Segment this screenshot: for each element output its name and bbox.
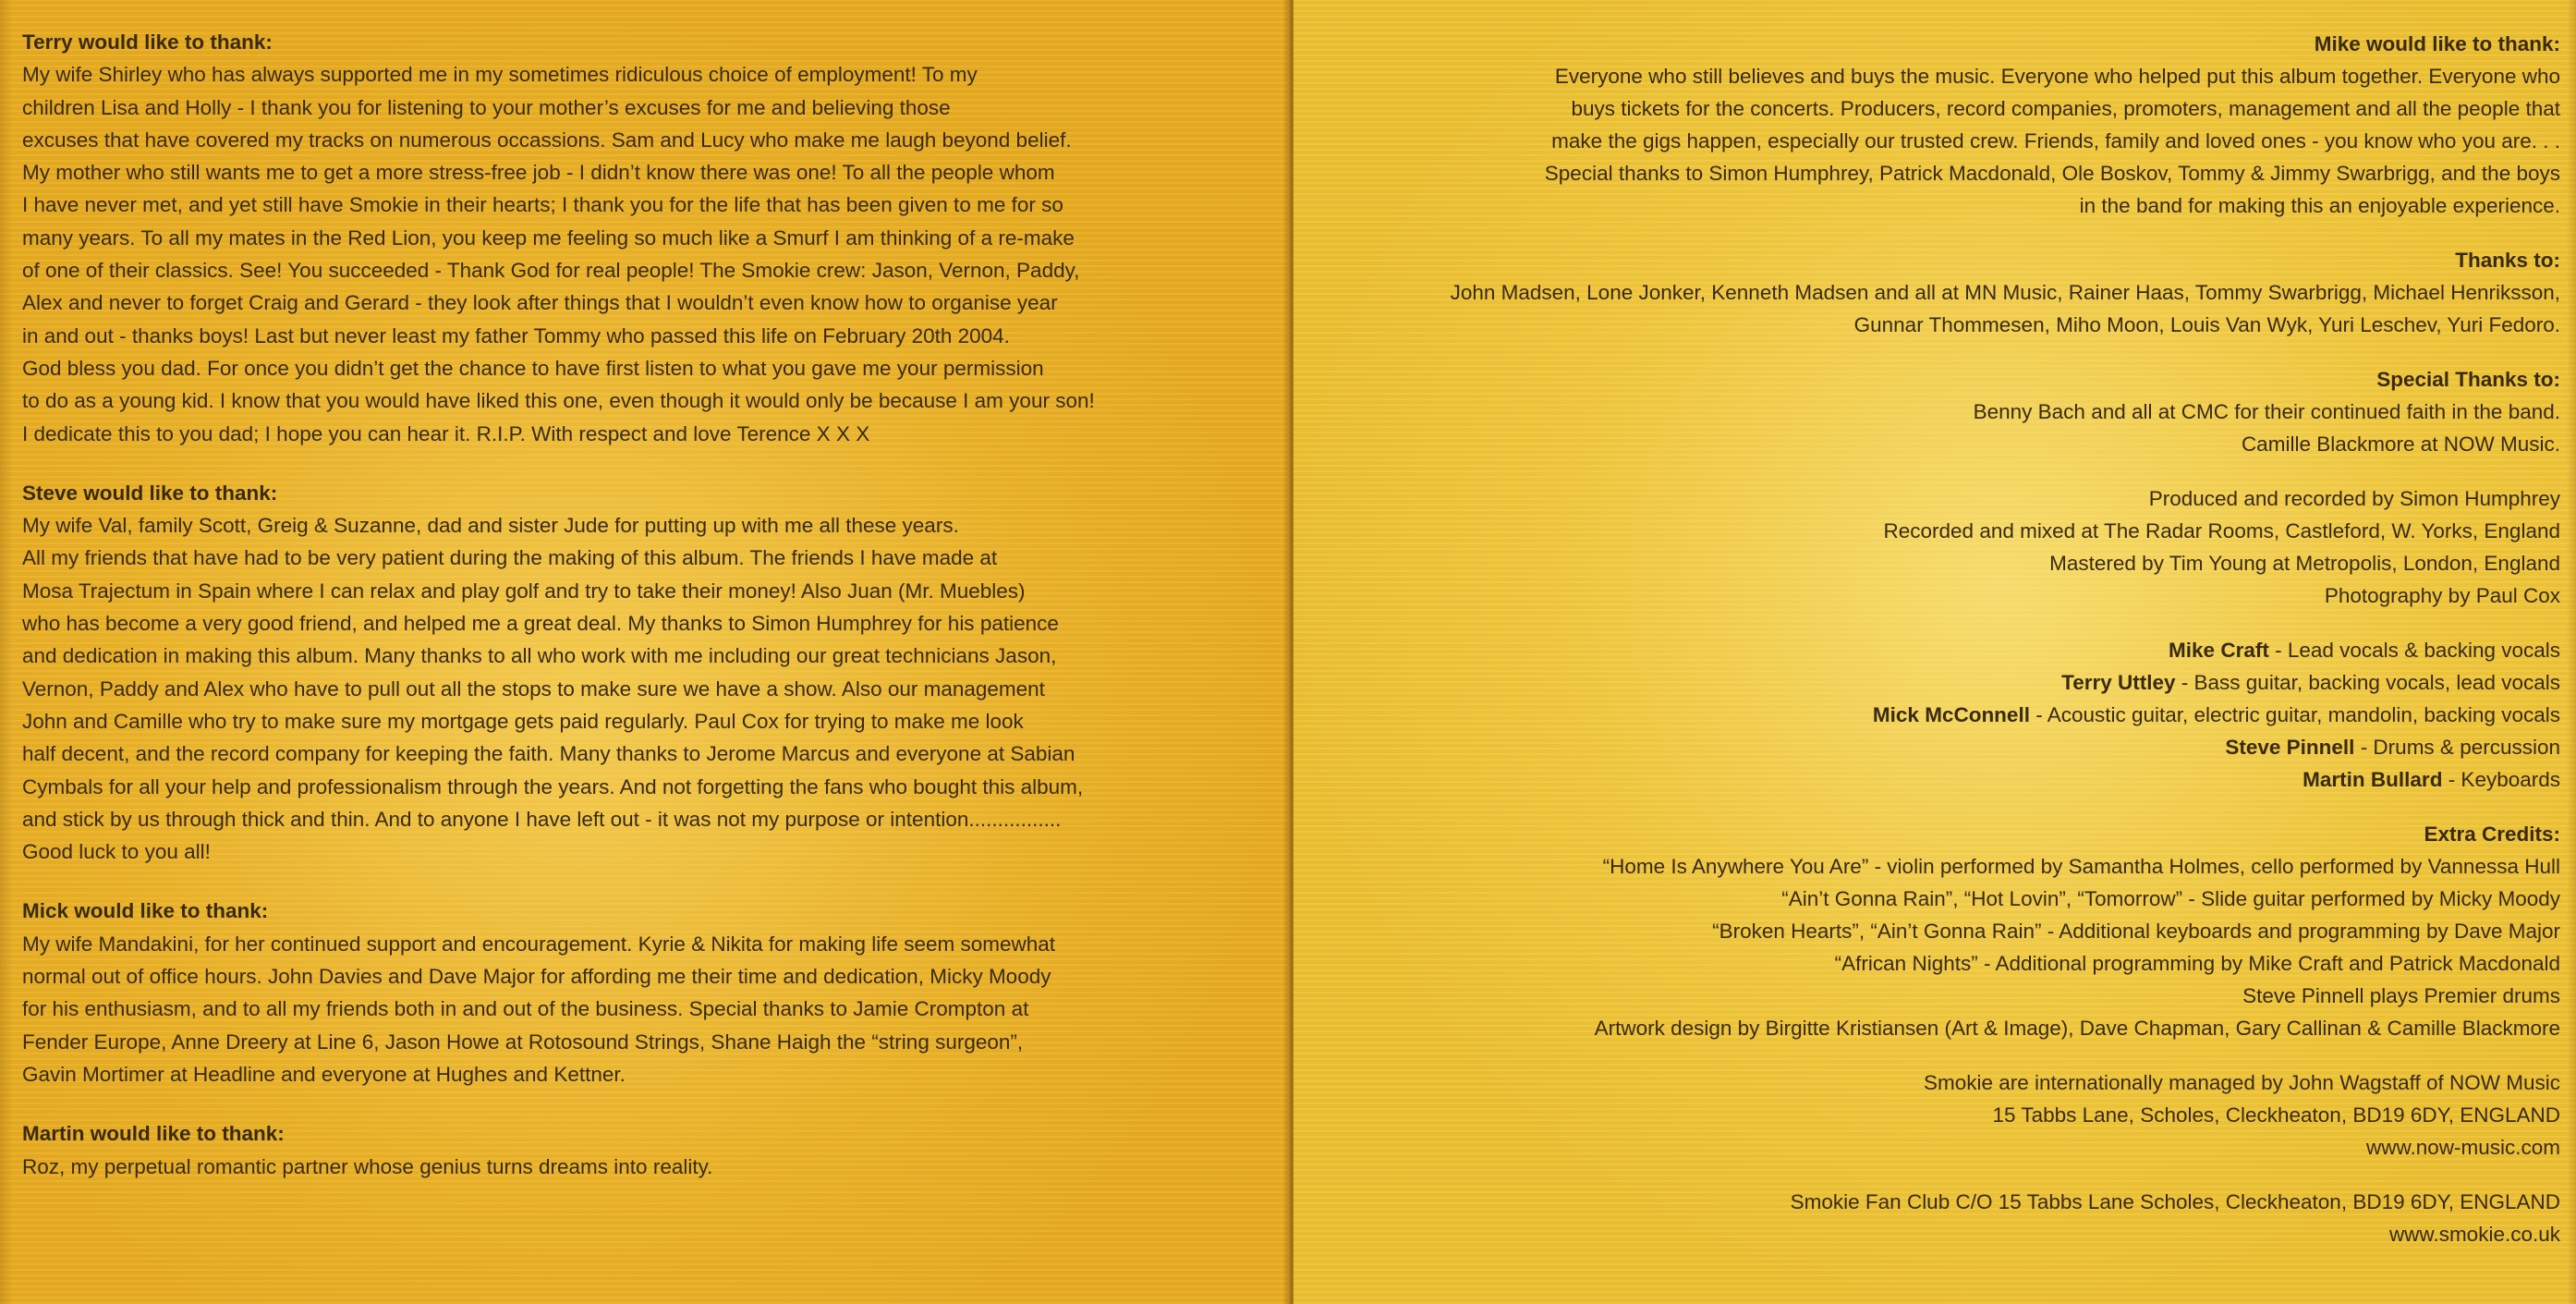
mike-thanks-line: make the gigs happen, especially our trusted crew. Friends, family and loved ones - you know who you are. . . <box>1551 129 2560 152</box>
thanks-to-line: Gunnar Thommesen, Miho Moon, Louis Van Wyk, Yuri Leschev, Yuri Fedoro. <box>1853 313 2560 336</box>
mick-thanks-line: for his enthusiasm, and to all my friends both in and out of the business. Special thanks to Jamie Crompton at <box>22 997 1029 1021</box>
steve-thanks-line: My wife Val, family Scott, Greig & Suzanne, dad and sister Jude for putting up with me all these years. <box>22 514 959 538</box>
terry-thanks-heading: Terry would like to thank: <box>22 30 273 54</box>
terry-thanks-line: many years. To all my mates in the Red Lion, you keep me feeling so much like a Smurf I am thinking of a re-make <box>22 225 1075 250</box>
extra-credit-line: Artwork design by Birgitte Kristiansen (Art & Image), Dave Chapman, Gary Callinan & Camille Blackmore <box>1594 1017 2560 1040</box>
mick-thanks-line: My wife Mandakini, for her continued support and encouragement. Kyrie & Nikita for making life seem somewhat <box>22 932 1056 956</box>
martin-thanks-line: Roz, my perpetual romantic partner whose genius turns dreams into reality. <box>22 1154 713 1178</box>
mike-thanks-line: Everyone who still believes and buys the music. Everyone who helped put this album together. Everyone who <box>1554 65 2560 88</box>
fan-club-website: www.smokie.co.uk <box>2388 1223 2560 1246</box>
band-member-line <box>1312 666 2560 699</box>
terry-thanks-line: to do as a young kid. I know that you would have liked this one, even though it would only be because I am your son! <box>22 389 1095 413</box>
steve-thanks-line: John and Camille who try to make sure my mortgage gets paid regularly. Paul Cox for trying to make me look <box>22 709 1024 733</box>
right-page-edge-shadow <box>2567 0 2576 1304</box>
band-member-name: Mike Craft <box>2169 639 2269 662</box>
terry-thanks-line: in and out - thanks boys! Last but never least my father Tommy who passed this life on February 20th 2004. <box>22 323 1010 347</box>
extra-credits-heading: Extra Credits: <box>2424 823 2560 846</box>
band-member-name: Steve Pinnell <box>2225 736 2355 759</box>
terry-thanks-line: children Lisa and Holly - I thank you for listening to your mother’s excuses for me and believing those <box>22 95 951 119</box>
band-member-name: Mick McConnell <box>1872 703 2030 726</box>
production-credit-line: Produced and recorded by Simon Humphrey <box>2148 487 2560 510</box>
steve-thanks-line: half decent, and the record company for keeping the faith. Many thanks to Jerome Marcus and everyone at Sabian <box>22 742 1075 766</box>
terry-thanks-line: of one of their classics. See! You succeeded - Thank God for real people! The Smokie crew: Jason, Vernon, Paddy, <box>22 259 1080 283</box>
extra-credit-line: Steve Pinnell plays Premier drums <box>2242 984 2560 1007</box>
production-credit-line: Recorded and mixed at The Radar Rooms, Castleford, W. Yorks, England <box>1883 519 2560 542</box>
martin-thanks-section <box>22 1117 1270 1183</box>
steve-thanks-line: Mosa Trajectum in Spain where I can relax and play golf and try to take their money! Also Juan (Mr. Muebles) <box>22 579 1026 603</box>
management-line: Smokie are internationally managed by John Wagstaff of NOW Music <box>1923 1071 2560 1094</box>
band-member-role: - Keyboards <box>2442 768 2560 791</box>
management-section <box>1312 1066 2560 1164</box>
special-thanks-section <box>1312 363 2560 460</box>
martin-thanks-heading: Martin would like to thank: <box>22 1122 285 1146</box>
steve-thanks-line: All my friends that have had to be very patient during the making of this album. The friends I have made at <box>22 546 998 570</box>
production-credit-line: Mastered by Tim Young at Metropolis, London, England <box>2049 552 2560 575</box>
terry-thanks-line: Alex and never to forget Craig and Gerard - they look after things that I wouldn’t even know how to organise year <box>22 291 1058 315</box>
management-address: 15 Tabbs Lane, Scholes, Cleckheaton, BD19 6DY, ENGLAND <box>1992 1103 2560 1127</box>
steve-thanks-line: and dedication in making this album. Many thanks to all who work with me including our great technicians Jason, <box>22 644 1057 668</box>
production-credits-section <box>1312 482 2560 612</box>
band-member-line <box>1312 699 2560 731</box>
mick-thanks-heading: Mick would like to thank: <box>22 899 269 923</box>
fan-club-address: Smokie Fan Club C/O 15 Tabbs Lane Scholes, Cleckheaton, BD19 6DY, ENGLAND <box>1790 1190 2560 1213</box>
band-member-line <box>1312 634 2560 666</box>
mike-thanks-line: Special thanks to Simon Humphrey, Patrick Macdonald, Ole Boskov, Tommy & Jimmy Swarbrigg, and the boys <box>1544 162 2560 185</box>
fan-club-section <box>1312 1186 2560 1250</box>
special-thanks-heading: Special Thanks to: <box>2376 368 2560 391</box>
extra-credit-line: “Home Is Anywhere You Are” - violin performed by Samantha Holmes, cello performed by Vannessa Hull <box>1602 855 2560 878</box>
steve-thanks-heading: Steve would like to thank: <box>22 481 278 505</box>
band-member-role: - Acoustic guitar, electric guitar, mandolin, backing vocals <box>2029 703 2560 726</box>
band-member-line <box>1312 763 2560 796</box>
thanks-to-section <box>1312 244 2560 341</box>
mike-thanks-line: in the band for making this an enjoyable experience. <box>2079 194 2560 217</box>
extra-credit-line: “Ain’t Gonna Rain”, “Hot Lovin”, “Tomorrow” - Slide guitar performed by Micky Moody <box>1781 887 2560 910</box>
special-thanks-line: Camille Blackmore at NOW Music. <box>2241 433 2560 456</box>
extra-credit-line: “African Nights” - Additional programming by Mike Craft and Patrick Macdonald <box>1834 952 2560 975</box>
band-member-name: Martin Bullard <box>2303 768 2443 791</box>
steve-thanks-line: Good luck to you all! <box>22 840 211 864</box>
right-page <box>1294 0 2576 1304</box>
band-member-role: - Lead vocals & backing vocals <box>2268 639 2560 662</box>
management-website: www.now-music.com <box>2365 1136 2560 1159</box>
steve-thanks-line: who has become a very good friend, and helped me a great deal. My thanks to Simon Humphrey for his patience <box>22 612 1059 636</box>
extra-credits-section <box>1312 818 2560 1044</box>
band-member-line <box>1312 731 2560 763</box>
mike-thanks-line: buys tickets for the concerts. Producers, record companies, promoters, management and all the people that <box>1571 97 2560 120</box>
terry-thanks-section <box>22 26 1270 450</box>
mike-thanks-heading: Mike would like to thank: <box>2314 32 2560 55</box>
production-credit-line: Photography by Paul Cox <box>2324 584 2560 607</box>
terry-thanks-line: I dedicate this to you dad; I hope you can hear it. R.I.P. With respect and love Terence X X X <box>22 421 870 445</box>
terry-thanks-line: God bless you dad. For once you didn’t get the chance to have first listen to what you gave me your permission <box>22 356 1044 380</box>
mike-thanks-section <box>1312 28 2560 222</box>
left-page-edge-shadow <box>0 0 13 1304</box>
band-member-name: Terry Uttley <box>2061 671 2176 694</box>
thanks-to-heading: Thanks to: <box>2455 249 2560 272</box>
band-lineup-section <box>1312 634 2560 796</box>
steve-thanks-section <box>22 477 1270 869</box>
extra-credit-line: “Broken Hearts”, “Ain’t Gonna Rain” - Additional keyboards and programming by Dave Major <box>1712 920 2560 943</box>
terry-thanks-line: My wife Shirley who has always supported me in my sometimes ridiculous choice of employment! To my <box>22 63 978 87</box>
mick-thanks-line: normal out of office hours. John Davies and Dave Major for affording me their time and dedication, Micky Moody <box>22 965 1051 989</box>
mick-thanks-line: Fender Europe, Anne Dreery at Line 6, Jason Howe at Rotosound Strings, Shane Haigh the “string surgeon”, <box>22 1030 1024 1054</box>
steve-thanks-line: Cymbals for all your help and professionalism through the years. And not forgetting the fans who bought this album, <box>22 774 1084 798</box>
mick-thanks-section <box>22 895 1270 1091</box>
terry-thanks-line: My mother who still wants me to get a more stress-free job - I didn’t know there was one! To all the people whom <box>22 161 1055 185</box>
steve-thanks-line: and stick by us through thick and thin. And to anyone I have left out - it was not my purpose or intention................ <box>22 807 1062 831</box>
steve-thanks-line: Vernon, Paddy and Alex who have to pull out all the stops to make sure we have a show. Also our management <box>22 676 1045 701</box>
mick-thanks-line: Gavin Mortimer at Headline and everyone at Hughes and Kettner. <box>22 1062 626 1086</box>
band-member-role: - Drums & percussion <box>2354 736 2560 759</box>
thanks-to-line: John Madsen, Lone Jonker, Kenneth Madsen and all at MN Music, Rainer Haas, Tommy Swarbrigg, Michael Henriksson, <box>1450 281 2560 304</box>
terry-thanks-line: I have never met, and yet still have Smokie in their hearts; I thank you for the life that has been given to me for so <box>22 193 1063 217</box>
band-member-role: - Bass guitar, backing vocals, lead vocals <box>2175 671 2560 694</box>
terry-thanks-line: excuses that have covered my tracks on numerous occassions. Sam and Lucy who make me laugh beyond belief. <box>22 128 1072 152</box>
special-thanks-line: Benny Bach and all at CMC for their continued faith in the band. <box>1973 400 2560 423</box>
